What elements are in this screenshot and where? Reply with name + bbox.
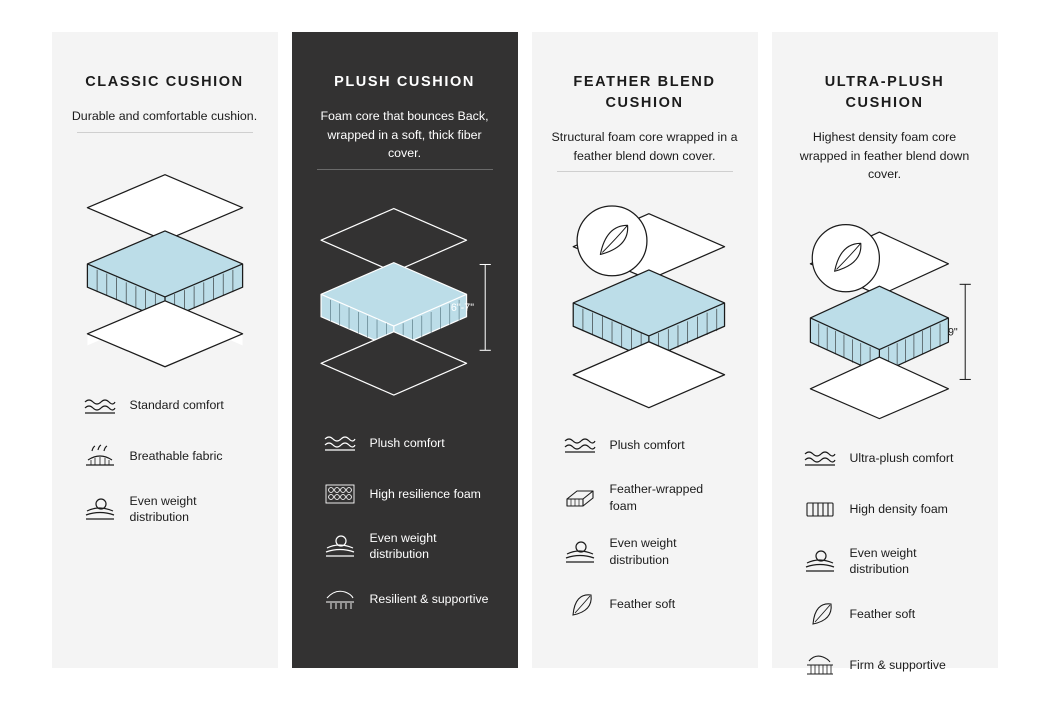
cushion-illustration-feather-blend	[548, 186, 742, 416]
feature-label: Ultra-plush comfort	[849, 450, 954, 465]
feature-label: Even weight distribution	[609, 536, 677, 568]
panel-classic-cushion	[52, 32, 278, 668]
feature-item	[802, 443, 982, 473]
cushion-illustration-plush	[308, 184, 502, 414]
feature-list	[788, 443, 982, 701]
feature-label: Feather soft	[609, 597, 676, 612]
feature-label: Plush comfort	[369, 435, 445, 450]
even-weight-distribution-icon	[802, 548, 838, 574]
even-weight-distribution-icon	[322, 533, 358, 559]
feature-item	[322, 428, 502, 458]
feature-label: Breathable fabric	[129, 449, 223, 464]
feature-list	[68, 391, 262, 547]
panel-title: FEATHER BLEND CUSHION	[573, 74, 716, 112]
feature-label: Feather soft	[849, 606, 916, 621]
layered-cushion-diagram	[548, 189, 742, 414]
panel-title: PLUSH CUSHION	[334, 74, 475, 90]
firm-support-icon	[802, 652, 838, 678]
feature-label: Even weight distribution	[129, 493, 197, 525]
layered-cushion-diagram	[788, 204, 982, 429]
layered-cushion-diagram	[308, 184, 502, 414]
leaf-icon	[562, 592, 598, 618]
even-weight-distribution-icon	[562, 539, 598, 565]
feature-label: Resilient & supportive	[369, 591, 489, 606]
divider	[557, 171, 733, 172]
feature-label: High density foam	[849, 501, 948, 516]
feature-item	[802, 599, 982, 629]
feature-item	[802, 494, 982, 524]
panel-plush-cushion	[292, 32, 518, 668]
panel-description: Foam core that bounces Back, wrapped in a soft, thick fiber cover.	[320, 109, 489, 161]
feature-label: Firm & supportive	[849, 657, 946, 672]
feature-item	[562, 430, 742, 460]
panel-title: ULTRA-PLUSH CUSHION	[824, 74, 945, 112]
panel-ultra-plush-cushion	[772, 32, 998, 672]
wrapped-foam-block-icon	[562, 485, 598, 511]
feature-item	[322, 584, 502, 614]
feature-item	[802, 650, 982, 680]
feature-item	[562, 481, 742, 514]
dimension-label: 6"-7"	[450, 301, 474, 314]
feature-item	[802, 545, 982, 578]
panel-description: Structural foam core wrapped in a feather blend down cover.	[551, 130, 738, 163]
feature-item	[322, 530, 502, 563]
density-columns-icon	[802, 497, 838, 521]
feature-label: Even weight distribution	[849, 545, 917, 577]
wave-lines-icon	[802, 448, 838, 468]
panel-description: Durable and comfortable cushion.	[71, 109, 258, 124]
feature-item	[562, 535, 742, 568]
resilient-support-icon	[322, 586, 358, 612]
feature-label: Plush comfort	[609, 437, 685, 452]
divider	[77, 132, 253, 133]
panel-description: Highest density foam core wrapped in feather blend down cover.	[799, 130, 970, 182]
cushion-illustration-ultra-plush	[788, 204, 982, 429]
divider	[317, 169, 493, 170]
feature-list	[308, 428, 502, 635]
wave-lines-icon	[562, 435, 598, 455]
feature-item	[322, 479, 502, 509]
feature-item	[562, 590, 742, 620]
feature-item	[82, 493, 262, 526]
honeycomb-foam-icon	[322, 481, 358, 507]
feature-list	[548, 430, 742, 640]
leaf-icon	[802, 601, 838, 627]
feature-label: Feather-wrapped foam	[609, 482, 704, 513]
feature-label: Even weight distribution	[369, 530, 437, 562]
wave-lines-icon	[322, 433, 358, 453]
dimension-label: 9"	[947, 326, 958, 339]
even-weight-distribution-icon	[82, 496, 118, 522]
feature-item	[82, 391, 262, 421]
layered-cushion-diagram	[68, 152, 262, 372]
breathable-fabric-icon	[82, 444, 118, 470]
panel-title: CLASSIC CUSHION	[85, 74, 244, 90]
feature-item	[82, 442, 262, 472]
feature-label: Standard comfort	[129, 398, 224, 413]
panel-feather-blend-cushion	[532, 32, 758, 668]
feature-label: High resilience foam	[369, 486, 481, 501]
wave-lines-icon	[82, 396, 118, 416]
cushion-illustration-classic	[68, 147, 262, 377]
